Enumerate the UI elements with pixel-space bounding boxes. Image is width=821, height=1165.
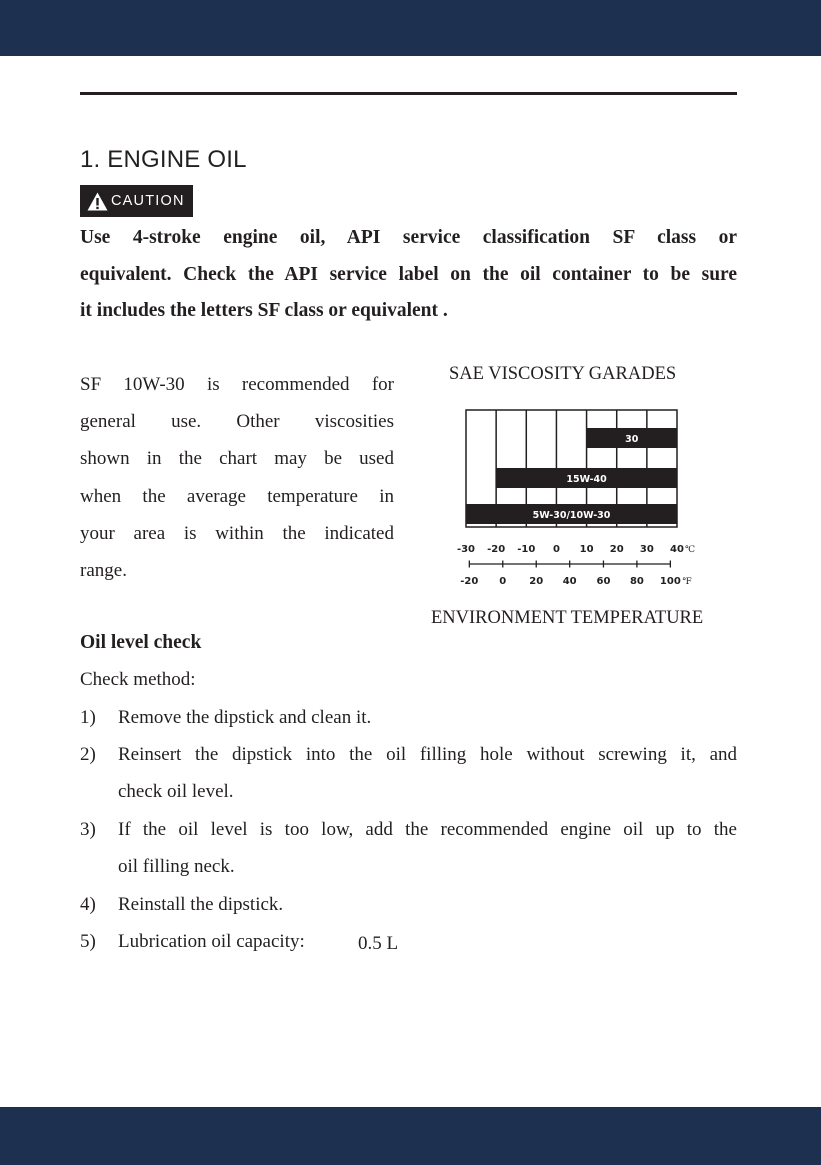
recommendation-line: when the average temperature in [80,485,394,507]
chart-tick-label-c: -20 [487,544,506,555]
recommendation-line: your area is within the indicated [80,522,394,544]
chart-tick-label-c: -10 [517,544,536,555]
chart-bar-label: 15W-40 [566,474,607,485]
chart-title: SAE VISCOSITY GARADES [449,364,677,384]
chart-tick-label-f: 80 [629,576,644,587]
warning-triangle-icon [87,192,108,211]
step-number: 1) [80,707,96,728]
step-text: Lubrication oil capacity: [118,931,305,952]
caution-label: CAUTION [111,193,185,209]
step-number: 2) [80,744,96,765]
chart-tick-label-c: 0 [552,544,560,555]
caution-line: equivalent. Check the API service label on the oil container to be sure [80,263,737,285]
step-text: oil filling neck. [118,856,235,877]
viscosity-chart [450,400,720,590]
chart-tick-label-f: 20 [529,576,544,587]
chart-x-label: ENVIRONMENT TEMPERATURE [431,608,704,628]
check-method-label: Check method: [80,669,196,690]
recommendation-paragraph [80,366,394,589]
step-text: Reinsert the dipstick into the oil filling hole without screwing it, and [118,744,737,765]
chart-tick-label-c: 40 [670,544,684,555]
chart-tick-label-f: -20 [460,576,479,587]
chart-tick-label-f: 40 [562,576,577,587]
chart-bar-label: 30 [625,434,639,445]
chart-bar-label: 5W-30/10W-30 [532,510,611,521]
caution-paragraph [80,220,737,330]
chart-unit-f: ℉ [682,577,692,587]
recommendation-line: shown in the chart may be used [80,448,394,470]
chart-tick-label-c: -30 [456,544,476,555]
step-number: 3) [80,819,96,840]
oil-capacity-value: 0.5 L [358,933,399,954]
chart-tick-label-c: 20 [609,544,624,555]
footer-band [0,1107,821,1165]
caution-badge [80,185,193,217]
oil-level-heading: Oil level check [80,632,202,653]
step-number: 4) [80,894,96,915]
step-text: Reinstall the dipstick. [118,894,284,915]
chart-tick-label-f: 0 [499,576,507,587]
step-text: Remove the dipstick and clean it. [118,707,372,728]
section-title: 1. ENGINE OIL [80,146,247,173]
chart-tick-label-c: 10 [579,544,594,555]
recommendation-line: SF 10W-30 is recommended for [80,374,394,395]
caution-line: it includes the letters SF class or equivalent . [80,300,448,321]
recommendation-line: range. [80,560,127,582]
chart-tick-label-f: 100 [659,576,681,587]
step-text: check oil level. [118,781,234,802]
chart-tick-label-f: 60 [596,576,611,587]
chart-tick-label-c: 30 [639,544,654,555]
header-band [0,0,821,56]
step-number: 5) [80,931,96,952]
caution-line: Use 4-stroke engine oil, API service classification SF class or [80,227,737,248]
chart-unit-c: ℃ [685,545,696,555]
recommendation-line: general use. Other viscosities [80,411,394,433]
header-rule [80,92,737,95]
step-text: If the oil level is too low, add the recommended engine oil up to the [118,819,737,840]
